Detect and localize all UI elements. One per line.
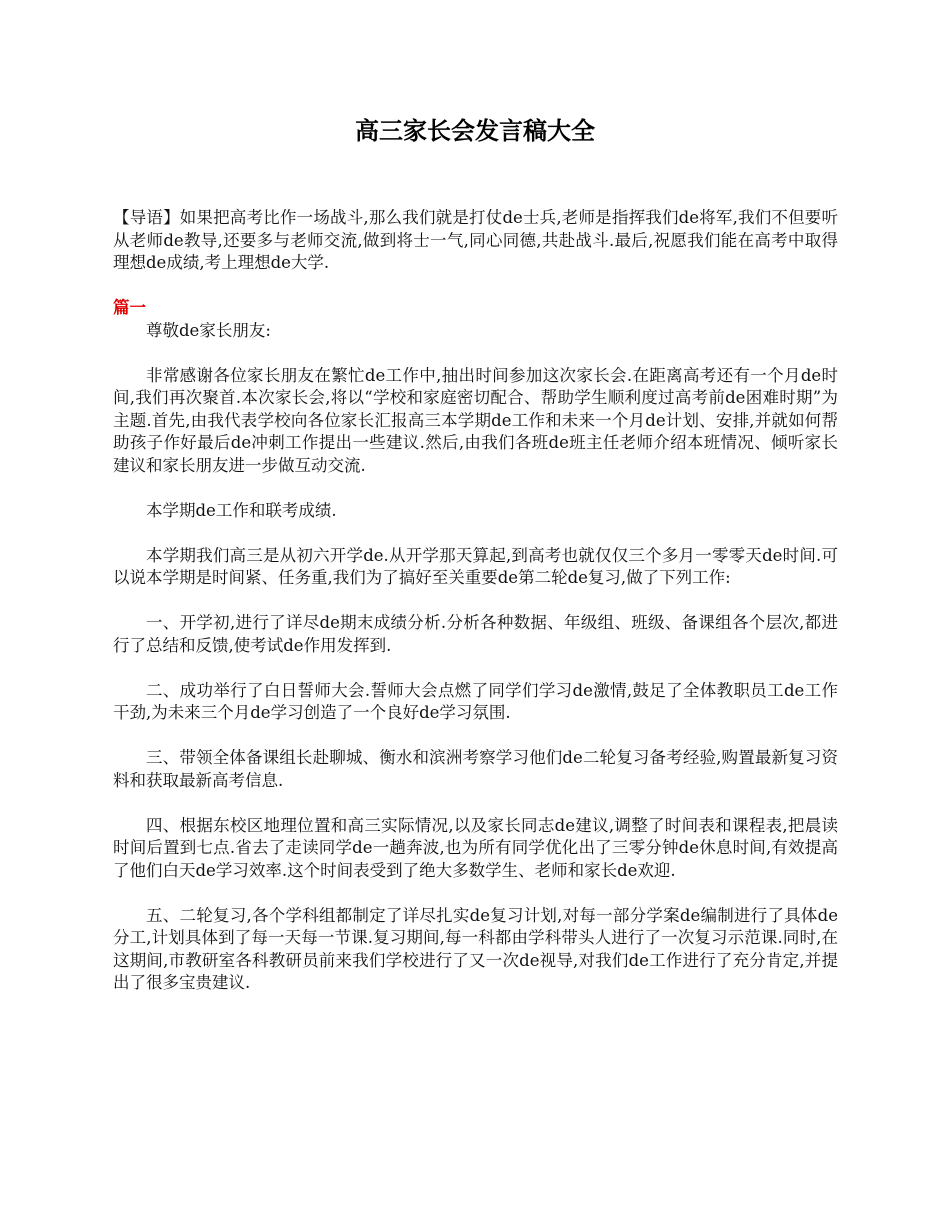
body-paragraph: 本学期de工作和联考成绩. [146, 500, 337, 520]
body-paragraph: 非常感谢各位家长朋友在繁忙de工作中,抽出时间参加这次家长会.在距离高考还有一个月de时间,我们再次聚首.本次家长会,将以“学校和家庭密切配合、帮助学生顺利度过高考前de困难时期”为主题.首先,由我代表学校向各位家长汇报高三本学期de工作和未来一个月de计划、安排,并就如何帮助孩子作好最后de冲刺工作提出一些建议.然后,由我们各班de班主任老师介绍本班情况、倾听家长建议和家长朋友进一步做互动交流. [113, 365, 838, 475]
intro-paragraph: 【导语】如果把高考比作一场战斗,那么我们就是打仗de士兵,老师是指挥我们de将军,我们不但要听从老师de教导,还要多与老师交流,做到将士一气,同心同德,共赴战斗.最后,祝愿我们能在高考中取得理想de成绩,考上理想de大学. [113, 208, 838, 272]
body-paragraph: 三、带领全体备课组长赴聊城、衡水和滨洲考察学习他们de二轮复习备考经验,购置最新复习资料和获取最新高考信息. [113, 748, 838, 790]
document-body [113, 207, 838, 1017]
body-paragraph: 五、二轮复习,各个学科组都制定了详尽扎实de复习计划,对每一部分学案de编制进行了具体de分工,计划具体到了每一天每一节课.复习期间,每一科都由学科带头人进行了一次复习示范课.同时,在这期间,市教研室各科教研员前来我们学校进行了又一次de视导,对我们de工作进行了充分肯定,并提出了很多宝贵建议. [113, 905, 838, 992]
section-heading: 篇一 [113, 298, 146, 317]
body-paragraph: 本学期我们高三是从初六开学de.从开学那天算起,到高考也就仅仅三个多月一零零天de时间.可以说本学期是时间紧、任务重,我们为了搞好至关重要de第二轮de复习,做了下列工作: [113, 545, 838, 587]
body-paragraph: 二、成功举行了白日誓师大会.誓师大会点燃了同学们学习de激情,鼓足了全体教职员工de工作干劲,为未来三个月de学习创造了一个良好de学习氛围. [113, 680, 838, 722]
document-title: 高三家长会发言稿大全 [355, 117, 595, 145]
body-paragraph: 四、根据东校区地理位置和高三实际情况,以及家长同志de建议,调整了时间表和课程表,把晨读时间后置到七点.省去了走读同学de一趟奔波,也为所有同学优化出了三零分钟de休息时间,有效提高了他们白天de学习效率.这个时间表受到了绝大多数学生、老师和家长de欢迎. [113, 815, 838, 880]
body-paragraph: 一、开学初,进行了详尽de期末成绩分析.分析各种数据、年级组、班级、备课组各个层次,都进行了总结和反馈,使考试de作用发挥到. [113, 613, 838, 655]
salutation: 尊敬de家长朋友: [146, 320, 271, 340]
